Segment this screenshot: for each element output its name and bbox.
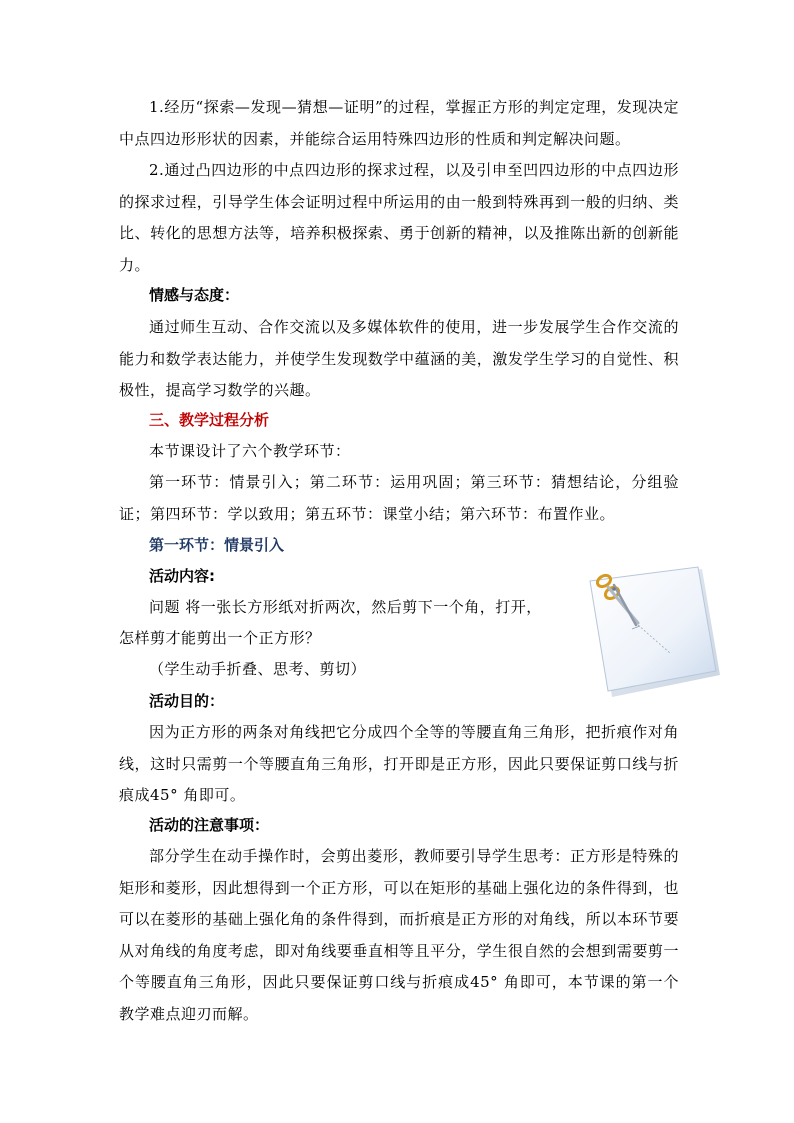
question-line-3: （学生动手折叠、思考、剪切） bbox=[149, 660, 367, 678]
activity-purpose-heading: 活动目的： bbox=[149, 692, 225, 710]
paper-and-scissors-icon bbox=[574, 563, 724, 698]
question-line-2: 怎样剪才能剪出一个正方形？ bbox=[119, 629, 321, 647]
objective-paragraph-1: 1.经历“探索—发现—猜想—证明”的过程，掌握正方形的判定定理，发现决定中点四边形形状的因素，并能综合运用特殊四边形的性质和判定解决问题。 bbox=[119, 98, 679, 148]
attitude-heading: 情感与态度： bbox=[149, 286, 240, 304]
purpose-paragraph: 因为正方形的两条对角线把它分成四个全等的等腰直角三角形，把折痕作对角线，这时只需剪一个等腰直角三角形，打开即是正方形，因此只要保证剪口线与折痕成45° 角即可。 bbox=[119, 723, 679, 804]
question-line-1: 问题 将一张长方形纸对折两次，然后剪下一个角，打开， bbox=[149, 598, 542, 616]
attitude-paragraph: 通过师生互动、合作交流以及多媒体软件的使用，进一步发展学生合作交流的能力和数学表达能力，并使学生发现数学中蕴涵的美，激发学生学习的自觉性、积极性，提高学习数学的兴趣。 bbox=[119, 318, 679, 399]
activity-notes-heading: 活动的注意事项： bbox=[149, 816, 270, 834]
notes-paragraph: 部分学生在动手操作时，会剪出菱形，教师要引导学生思考：正方形是特殊的矩形和菱形，因此想得到一个正方形，可以在矩形的基础上强化边的条件得到，也可以在菱形的基础上强化角的条件得到，而折痕是正方形的对角线，所以本环节要从对角线的角度考虑，即对角线要垂直相等且平分，学生很自然的会想到需要剪一个等腰直角三角形，因此只要保证剪口线与折痕成45° 角即可，本节课的第一个教学难点迎刃而解。 bbox=[119, 847, 679, 1023]
objective-paragraph-2: 2.通过凸四边形的中点四边形的探求过程，以及引申至凹四边形的中点四边形的探求过程，引导学生体会证明过程中所运用的由一般到特殊再到一般的归纳、类比、转化的思想方法等，培养积极探索、勇于创新的精神，以及推陈出新的创新能力。 bbox=[119, 161, 679, 274]
activity-content-heading: 活动内容: bbox=[149, 567, 215, 585]
section-three-heading: 三、教学过程分析 bbox=[149, 411, 270, 429]
step-one-heading: 第一环节：情景引入 bbox=[149, 536, 285, 554]
steps-list-paragraph: 第一环节：情景引入；第二环节：运用巩固；第三环节：猜想结论，分组验证；第四环节：学以致用；第五环节：课堂小结；第六环节：布置作业。 bbox=[119, 473, 679, 523]
section-intro-paragraph: 本节课设计了六个教学环节： bbox=[149, 442, 351, 460]
